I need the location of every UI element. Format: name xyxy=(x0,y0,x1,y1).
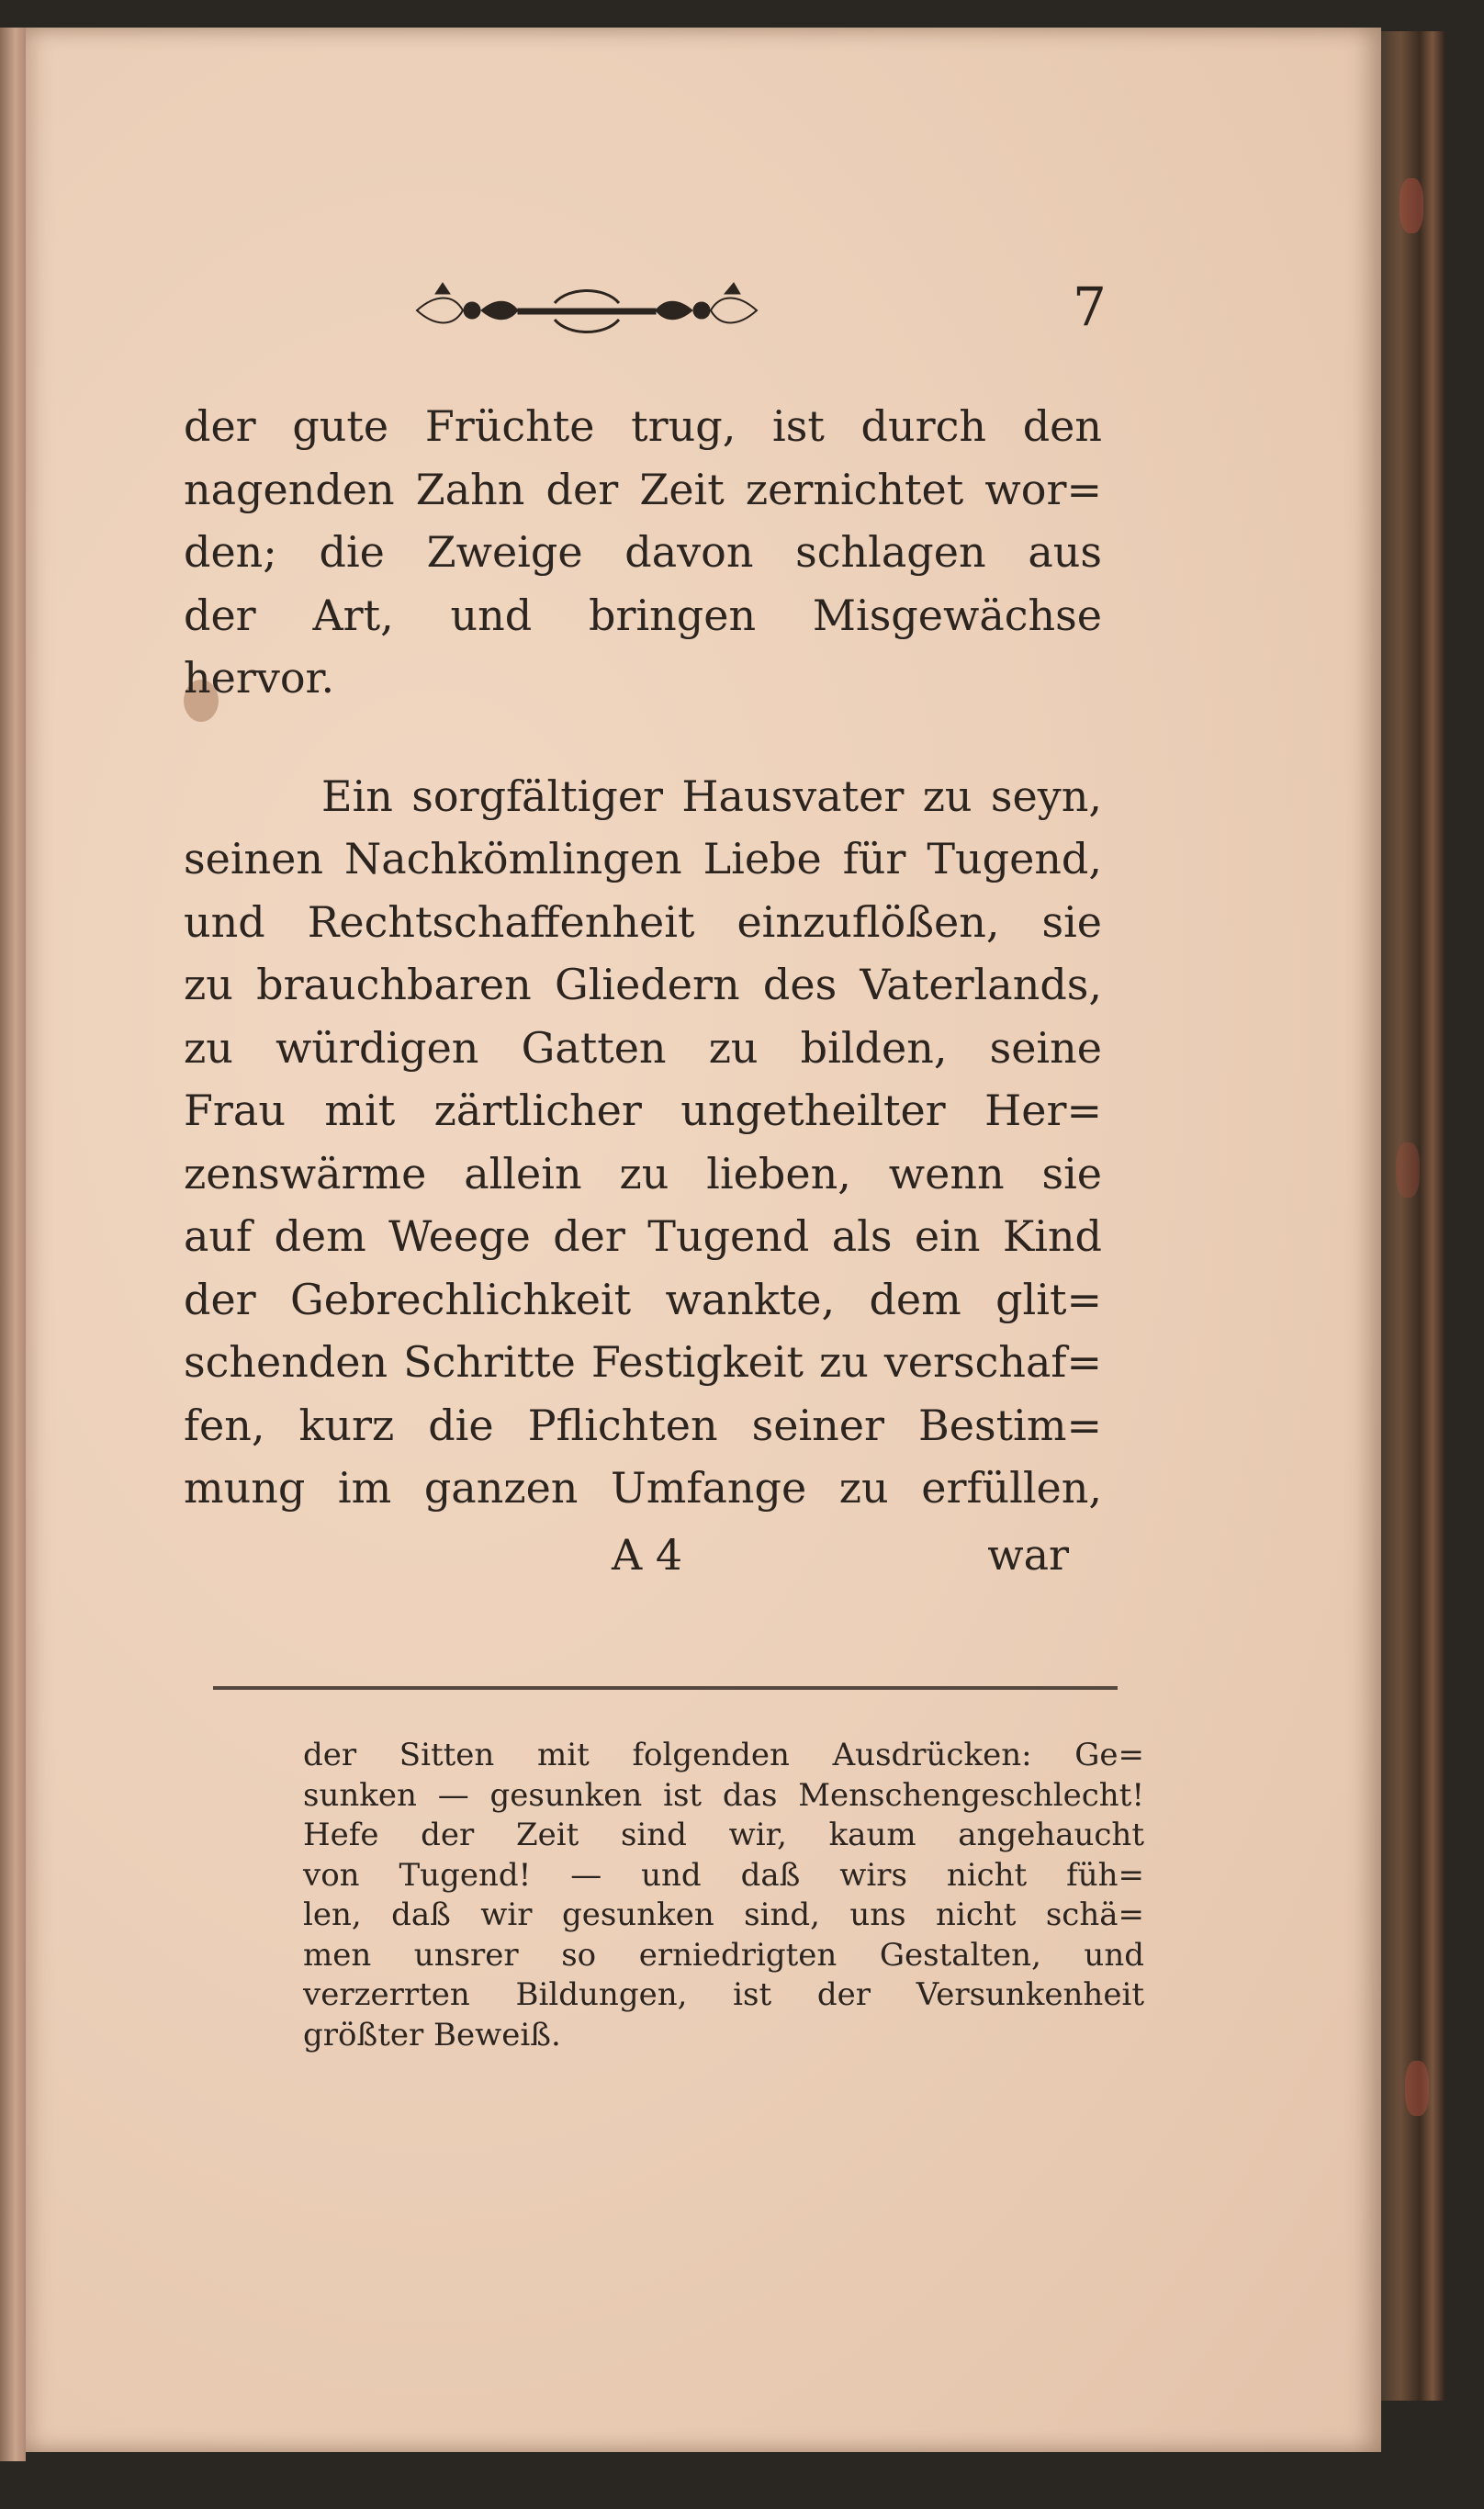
paragraph xyxy=(184,765,1102,1520)
text-line: Ein sorgfältiger Hausvater zu seyn, xyxy=(321,771,1102,821)
text-line: zu würdigen Gatten zu bilden, seine xyxy=(184,1022,1102,1073)
cover-marbling xyxy=(1405,2061,1429,2116)
cover-marbling xyxy=(1396,1142,1420,1198)
footnote-line: von Tugend! — und daß wirs nicht füh= xyxy=(303,1856,1144,1894)
text-line: zenswärme allein zu lieben, wenn sie xyxy=(184,1148,1102,1198)
footnote-line: Hefe der Zeit sind wir, kaum angehaucht xyxy=(303,1817,1144,1853)
footnote-line: der Sitten mit folgenden Ausdrücken: Ge= xyxy=(303,1737,1144,1773)
footnote xyxy=(303,1736,1144,2055)
footnote-rule xyxy=(213,1686,1118,1690)
text-line: der Gebrechlichkeit wankte, dem glit= xyxy=(184,1274,1102,1324)
text-line: den; die Zweige davon schlagen aus xyxy=(184,527,1102,577)
signature-mark: A 4 xyxy=(612,1530,683,1580)
footnote-line: len, daß wir gesunken sind, uns nicht schä= xyxy=(303,1896,1144,1933)
footnote-line: sunken — gesunken ist das Menschengeschlecht! xyxy=(303,1776,1144,1814)
text-line: und Rechtschaffenheit einzuflößen, sie xyxy=(184,896,1102,947)
catchword: war xyxy=(987,1530,1069,1580)
text-line: mung im ganzen Umfange zu erfüllen, xyxy=(184,1463,1102,1513)
text-line: Frau mit zärtlicher ungetheilter Her= xyxy=(184,1086,1102,1135)
text-line: auf dem Weege der Tugend als ein Kind xyxy=(184,1211,1102,1261)
footnote-line: größter Beweiß. xyxy=(303,2016,561,2053)
paragraph xyxy=(184,395,1102,710)
previous-page-edge xyxy=(0,28,26,2461)
cover-marbling xyxy=(1400,178,1423,233)
text-line: der gute Früchte trug, ist durch den xyxy=(184,401,1102,451)
text-line: zu brauchbaren Gliedern des Vaterlands, xyxy=(184,960,1102,1009)
footnote-line: verzerrten Bildungen, ist der Versunkenheit xyxy=(303,1976,1144,2013)
text-line: der Art, und bringen Misgewächse xyxy=(184,590,1102,640)
floral-ornament-icon xyxy=(408,276,766,343)
text-line: fen, kurz die Pflichten seiner Bestim= xyxy=(184,1400,1102,1450)
body-text xyxy=(184,395,1102,1520)
book-cover-spine xyxy=(1381,31,1445,2401)
text-line: schenden Schritte Festigkeit zu verschaf= xyxy=(184,1337,1102,1387)
footnote-line: men unsrer so erniedrigten Gestalten, und xyxy=(303,1936,1144,1974)
text-line: nagenden Zahn der Zeit zernichtet wor= xyxy=(184,464,1102,514)
text-line: hervor. xyxy=(184,653,335,703)
page-number: 7 xyxy=(1073,276,1107,338)
text-line: seinen Nachkömlingen Liebe für Tugend, xyxy=(184,834,1102,883)
